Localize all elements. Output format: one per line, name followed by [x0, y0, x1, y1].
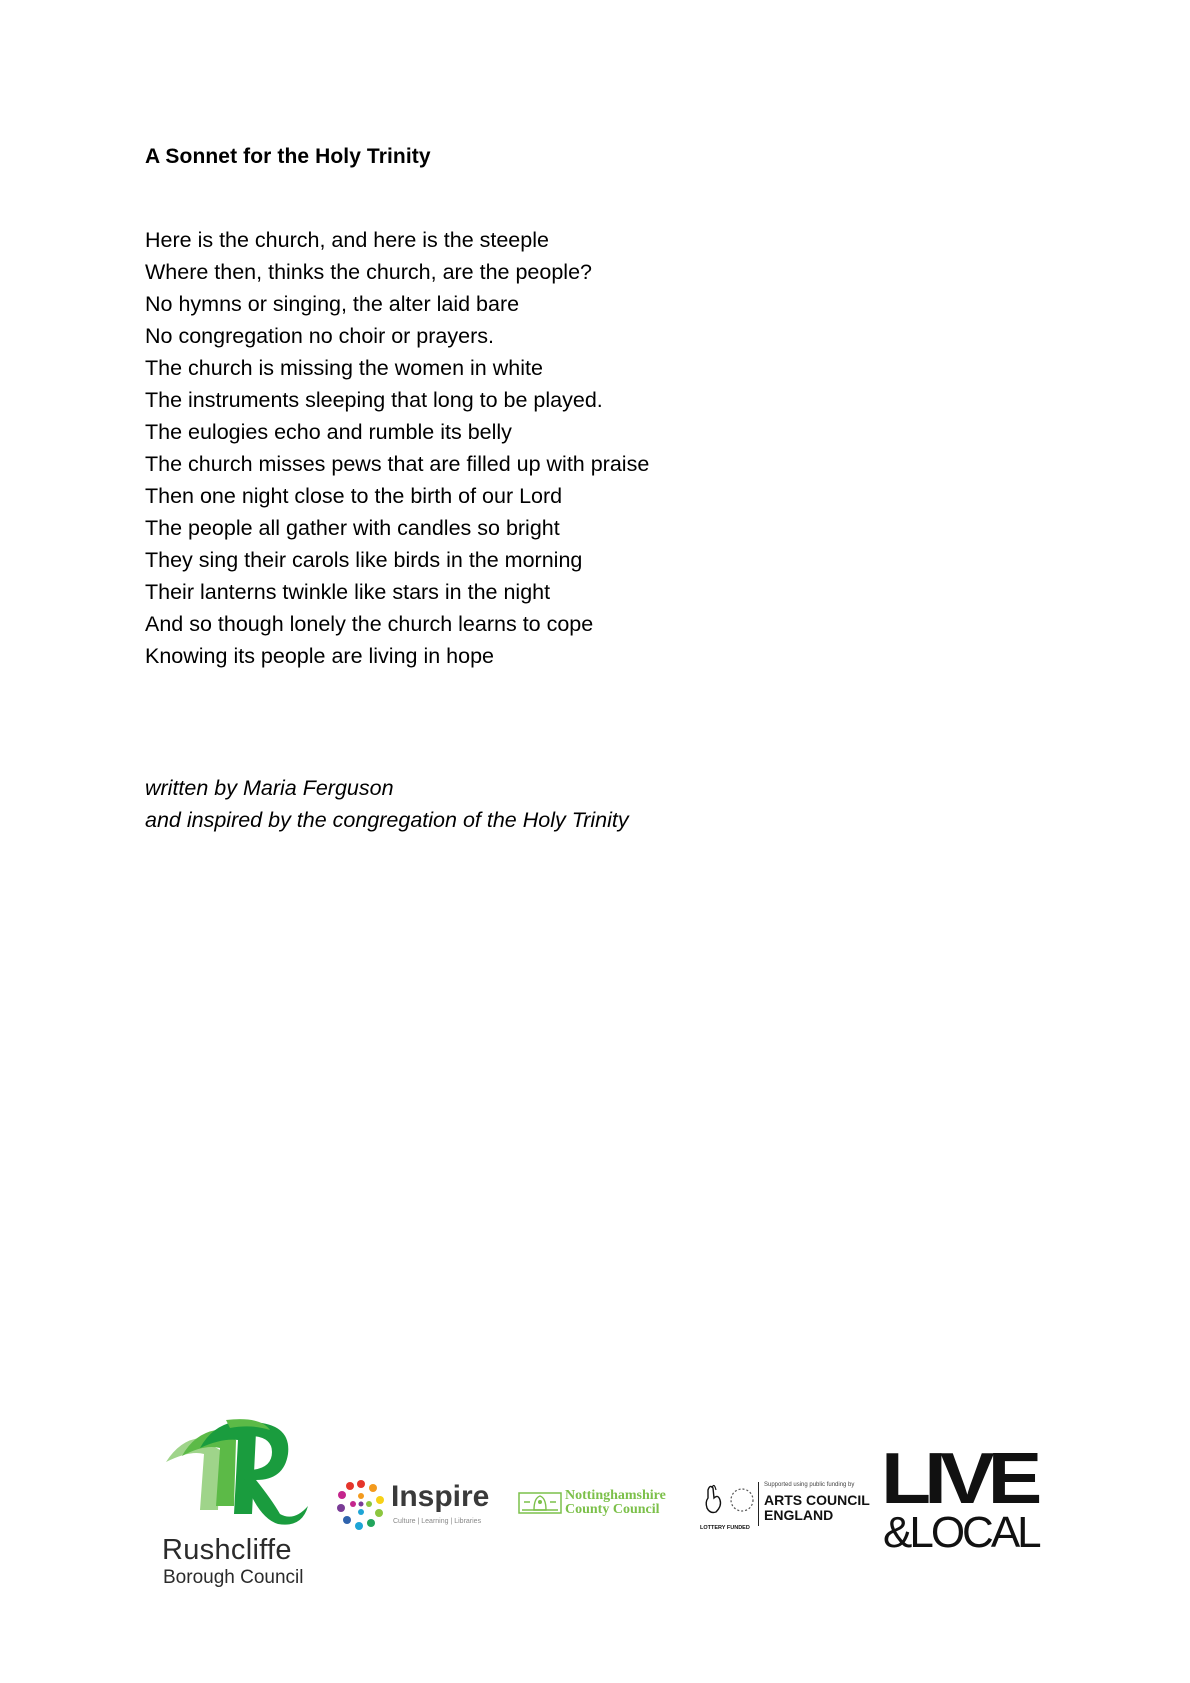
lottery-funded-text: LOTTERY FUNDED — [700, 1525, 750, 1531]
poem-title: A Sonnet for the Holy Trinity — [145, 145, 431, 168]
poem-line: And so though lonely the church learns to cope — [145, 612, 594, 636]
arts-council-name: ARTS COUNCIL — [764, 1492, 870, 1508]
arts-supported-text: Supported using public funding by — [764, 1482, 855, 1488]
poem-line: The church is missing the women in white — [145, 356, 543, 380]
arts-council-logo — [700, 1480, 870, 1540]
poem-line: The instruments sleeping that long to be played. — [145, 388, 603, 412]
poem-line: No hymns or singing, the alter laid bare — [145, 292, 520, 316]
arts-council-region: ENGLAND — [764, 1507, 834, 1523]
poem-line: The church misses pews that are filled up with praise — [145, 452, 650, 476]
lottery-fingers-icon — [700, 1480, 756, 1524]
poem-line: Here is the church, and here is the steeple — [145, 228, 549, 252]
live-and-local-logo — [881, 1438, 1043, 1562]
inspire-flower-icon — [335, 1478, 387, 1530]
poem-line: They sing their carols like birds in the morning — [145, 548, 583, 572]
nottinghamshire-line2: County Council — [565, 1502, 660, 1517]
nottinghamshire-line1: Nottinghamshire — [565, 1488, 666, 1503]
poem-body — [145, 224, 649, 672]
inspire-tagline: Culture | Learning | Libraries — [393, 1518, 482, 1525]
nottinghamshire-logo — [518, 1488, 688, 1528]
poem-line: Knowing its people are living in hope — [145, 644, 495, 668]
rushcliffe-subtitle: Borough Council — [163, 1567, 304, 1588]
credits — [145, 772, 629, 836]
poem-line: No congregation no choir or prayers. — [145, 324, 494, 348]
poem-line: Where then, thinks the church, are the people? — [145, 260, 592, 284]
rushcliffe-name: Rushcliffe — [162, 1534, 292, 1566]
inspiration-credit: and inspired by the congregation of the Holy Trinity — [145, 808, 629, 832]
sponsor-logos — [0, 1410, 1190, 1600]
inspire-logo — [335, 1478, 505, 1538]
inspire-name: Inspire — [391, 1480, 490, 1513]
poem-line: Then one night close to the birth of our Lord — [145, 484, 563, 508]
arts-divider — [758, 1482, 759, 1526]
poem-line: Their lanterns twinkle like stars in the night — [145, 580, 551, 604]
poem-line: The people all gather with candles so bright — [145, 516, 560, 540]
poem-line: The eulogies echo and rumble its belly — [145, 420, 512, 444]
rushcliffe-r-logo-icon — [160, 1410, 320, 1530]
county-crest-icon — [518, 1490, 562, 1516]
local-wordmark: &LOCAL — [883, 1508, 1039, 1557]
author-credit: written by Maria Ferguson — [145, 776, 394, 800]
live-wordmark: LIVE — [881, 1438, 1036, 1519]
rushcliffe-logo — [160, 1410, 320, 1590]
